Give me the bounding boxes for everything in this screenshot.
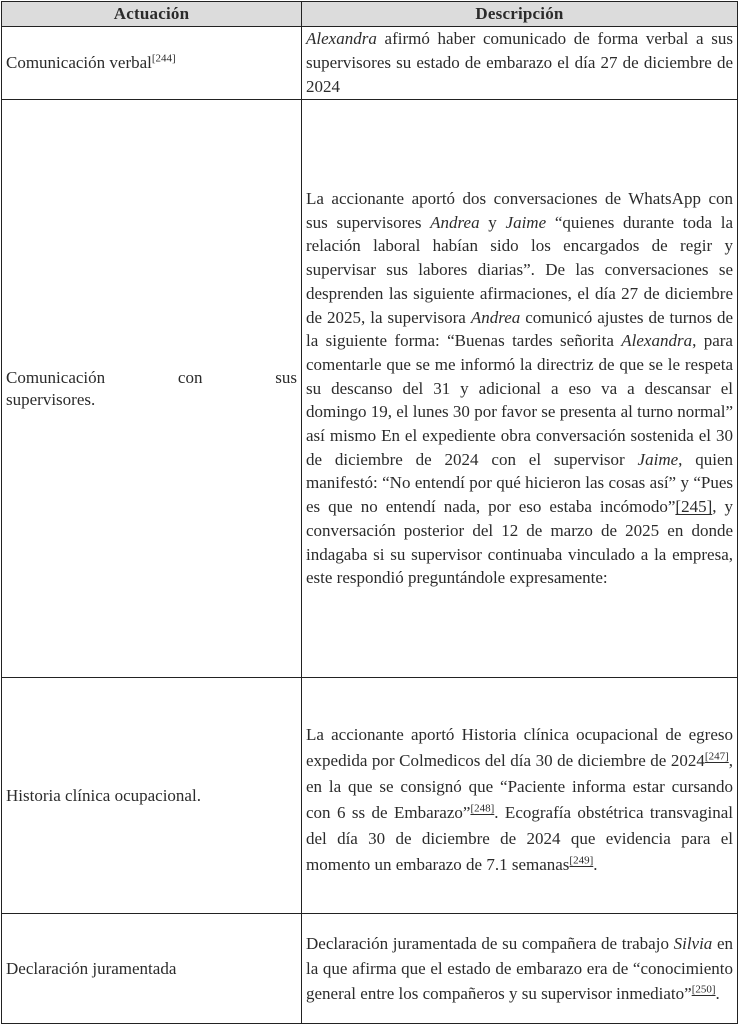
text-run: , para comentarle que se me informó la directriz de que se le respeta su descanso del 31 y adicional a eso va a descansar el domingo 19, el lunes 30 por favor se presenta al turno normal” así mismo En el expediente obra conversación sostenida el 30 de diciembre de 2024 con el supervisor [306,331,733,469]
table-row [2,678,738,914]
descripcion-text [306,27,733,98]
descripcion-cell [302,100,738,678]
person-name: Jaime [505,212,547,232]
person-name: Andrea [430,212,480,232]
person-name: Andrea [470,307,521,327]
descripcion-cell [302,678,738,914]
actuacion-cell [2,100,302,678]
table-header-row [2,2,738,27]
footnote-ref[interactable]: [249] [569,853,594,866]
footnote-ref[interactable]: [244] [151,52,176,65]
text-run: Declaración juramentada de su compañera de trabajo [306,934,674,953]
footnote-ref[interactable]: [247] [704,749,729,762]
descripcion-text [306,722,733,878]
actuacion-cell [2,27,302,100]
person-name: Jaime [637,449,679,469]
text-run: , quien manifestó: “No entendí por qué hicieron las cosas así” y “Pues es que no entendí nada, por eso estaba incómodo” [306,449,733,517]
actuacion-cell [2,914,302,1024]
text-run: . [715,984,720,1003]
table-row [2,100,738,678]
actuacion-cell [2,678,302,914]
footnote-ref[interactable]: [248] [470,801,495,814]
text-run: . [593,854,598,874]
descripcion-text [306,187,733,590]
header-descripcion: Descripción [302,2,738,27]
actuacion-label: Historia clínica ocupacional. [6,785,201,805]
text-run: comunicó ajustes de turnos de la siguiente forma: “Buenas tardes señorita [306,307,733,351]
evidence-table [1,1,738,1024]
text-run: “quienes durante toda la relación laboral habían sido los encargados de regir y supervisar sus labores diarias”. De las conversaciones se desprenden las siguiente afirmaciones, el día 27 de diciembre de 2025, la supervisora [306,212,733,327]
descripcion-cell [302,27,738,100]
actuacion-label-line2: supervisores. [6,389,96,409]
text-run: , en la que se consignó que “Paciente informa estar cursando con 6 ss de Embarazo” [306,750,733,822]
person-name: Alexandra [306,29,377,49]
text-run: . Ecografía obstétrica transvaginal del día 30 de diciembre de 2024 que evidencia para el momento un embarazo de 7.1 semanas [306,802,733,874]
footnote-ref[interactable]: [250] [691,983,716,996]
text-run: en la que afirma que el estado de embarazo era de “conocimiento general entre los compañeros y su supervisor inmediato” [306,934,733,1003]
actuacion-label: Comunicación verbal [6,53,152,72]
actuacion-label-line1: Comunicación con sus [6,367,297,387]
descripcion-text [306,931,733,1006]
header-actuacion: Actuación [2,2,302,27]
actuacion-label: Declaración juramentada [6,958,177,978]
text-run: afirmó haber comunicado de forma verbal a sus supervisores su estado de embarazo el día 27 de diciembre de 2024 [306,29,733,96]
text-run: La accionante aportó dos conversaciones de WhatsApp con sus supervisores [306,189,733,232]
table-row [2,914,738,1024]
text-run: , y conversación posterior del 12 de marzo de 2025 en donde indagaba si su supervisor continuaba vinculado a la empresa, este respondió preguntándole expresamente: [306,497,733,588]
footnote-link[interactable]: [245] [675,497,713,517]
text-run: La accionante aportó Historia clínica ocupacional de egreso expedida por Colmedicos del día 30 de diciembre de 2024 [306,724,733,770]
descripcion-cell [302,914,738,1024]
table-row [2,27,738,100]
person-name: Alexandra [621,331,693,351]
person-name: Silvia [673,934,713,953]
text-run: y [479,212,506,232]
